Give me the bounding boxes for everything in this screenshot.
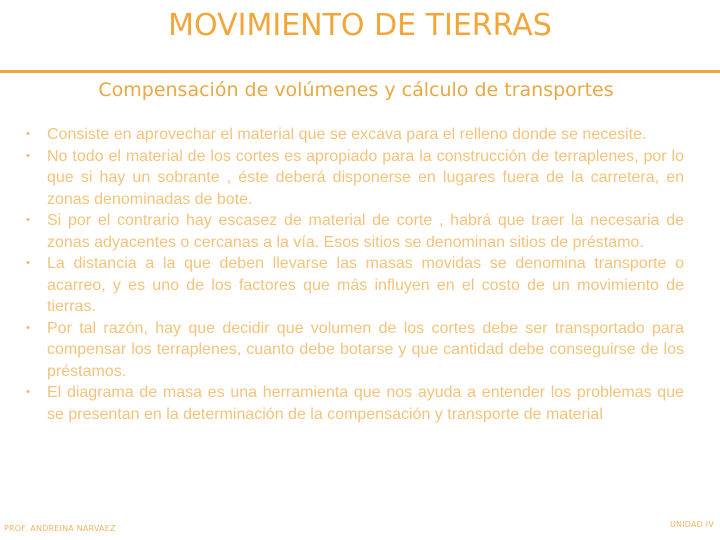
bullet-text: Por tal razón, hay que decidir que volumen de los cortes debe ser transportado para compensar los terraplenes, cuanto debe botarse y que cantidad debe conseguirse de los préstamos. xyxy=(47,319,684,380)
bullet-item xyxy=(26,146,684,211)
bullet-text: El diagrama de masa es una herramienta que nos ayuda a entender los problemas que se presentan en la determinación de la compensación y transporte de material xyxy=(47,384,684,423)
bullet-item xyxy=(26,318,684,383)
bullet-text: Consiste en aprovechar el material que se excava para el relleno donde se necesite. xyxy=(47,126,647,143)
bullet-item xyxy=(26,382,684,425)
bullet-icon: • xyxy=(26,128,30,140)
bullet-icon: • xyxy=(26,321,30,334)
bullet-icon: • xyxy=(26,386,30,398)
bullet-text: Si por el contrario hay escasez de material de corte , habrá que traer la necesaria de zonas adyacentes o cercanas a la vía. Esos sitios se denominan sitios de préstamo. xyxy=(47,212,684,251)
footer-author: PROF. ANDREINA NARVÁEZ xyxy=(4,524,116,533)
bullet-item xyxy=(26,124,684,146)
bullet-icon: • xyxy=(26,214,30,226)
footer-unit: UNIDAD IV xyxy=(669,520,714,529)
bullet-text: La distancia a la que deben llevarse las masas movidas se denomina transporte o acarreo, y es uno de los factores que más influyen en el costo de un movimiento de tierras. xyxy=(47,255,684,315)
bullet-item xyxy=(26,253,684,318)
bullet-icon: • xyxy=(26,257,30,269)
bullet-list xyxy=(26,124,684,425)
title-divider xyxy=(0,70,720,73)
bullet-item xyxy=(26,210,684,253)
slide-subtitle: Compensación de volúmenes y cálculo de transportes xyxy=(98,79,614,101)
bullet-icon: • xyxy=(26,149,30,162)
bullet-text: No todo el material de los cortes es apropiado para la construcción de terraplenes, por lo que si hay un sobrante , éste deberá disponerse en lugares fuera de la carretera, en zonas denominadas de bote. xyxy=(47,147,684,208)
slide-title: MOVIMIENTO DE TIERRAS xyxy=(168,8,552,43)
